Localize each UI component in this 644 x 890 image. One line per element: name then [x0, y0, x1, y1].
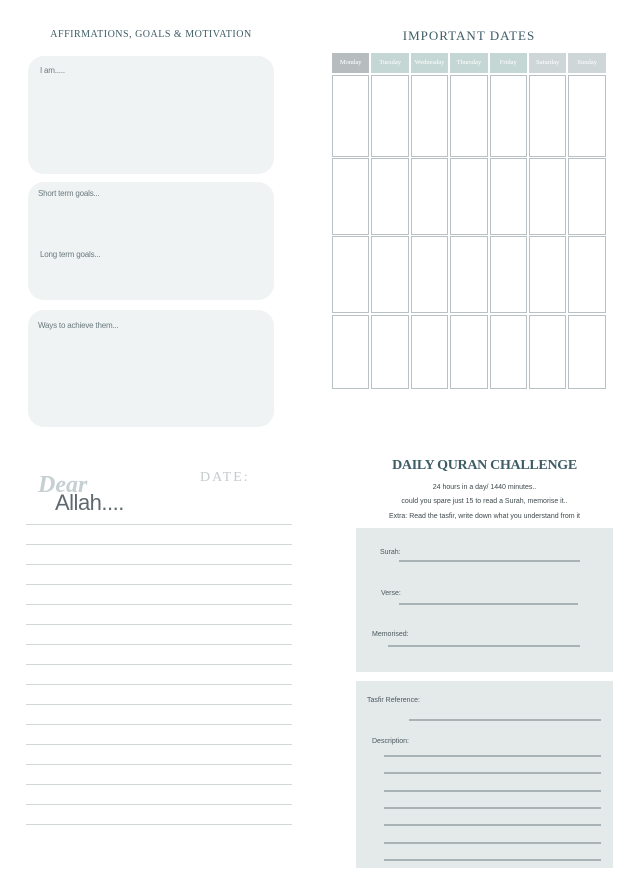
important-dates-title: IMPORTANT DATES	[402, 28, 536, 43]
writing-line[interactable]	[26, 764, 292, 765]
day-header-thursday: Thursday	[450, 53, 487, 73]
calendar-cell[interactable]	[529, 315, 566, 389]
surah-input-line[interactable]	[399, 560, 580, 562]
description-line[interactable]	[384, 790, 601, 792]
writing-line[interactable]	[26, 624, 292, 625]
calendar-cell[interactable]	[490, 158, 527, 235]
description-line[interactable]	[384, 859, 601, 861]
day-header-tuesday: Tuesday	[371, 53, 408, 73]
memorised-label: Memorised:	[372, 631, 409, 638]
writing-line[interactable]	[26, 724, 292, 725]
day-header-friday: Friday	[490, 53, 527, 73]
calendar-cell[interactable]	[332, 75, 369, 157]
ways-to-achieve-card[interactable]	[28, 310, 274, 427]
dear-script-text: Dear	[38, 472, 88, 498]
description-line[interactable]	[384, 807, 601, 809]
date-label: DATE:	[200, 470, 250, 485]
calendar-cell[interactable]	[568, 158, 605, 235]
calendar-cell[interactable]	[529, 75, 566, 157]
verse-input-line[interactable]	[399, 603, 578, 605]
calendar-cell[interactable]	[490, 236, 527, 313]
description-label: Description:	[372, 738, 409, 745]
calendar-cell[interactable]	[568, 315, 605, 389]
calendar-cell[interactable]	[332, 315, 369, 389]
writing-line[interactable]	[26, 664, 292, 665]
calendar-cell[interactable]	[371, 315, 408, 389]
description-line[interactable]	[384, 772, 601, 774]
surah-label: Surah:	[380, 549, 401, 556]
writing-line[interactable]	[26, 824, 292, 825]
i-am-label: I am.....	[40, 66, 65, 75]
calendar-cell[interactable]	[332, 236, 369, 313]
calendar-cell[interactable]	[450, 236, 487, 313]
calendar-cell[interactable]	[450, 158, 487, 235]
calendar-cell[interactable]	[411, 75, 448, 157]
surah-panel	[356, 528, 613, 672]
day-header-saturday: Saturday	[529, 53, 566, 73]
writing-line[interactable]	[26, 604, 292, 605]
writing-line[interactable]	[26, 644, 292, 645]
calendar-cell[interactable]	[490, 75, 527, 157]
calendar-cell[interactable]	[371, 158, 408, 235]
calendar-cell[interactable]	[371, 75, 408, 157]
writing-line[interactable]	[26, 584, 292, 585]
writing-line[interactable]	[26, 744, 292, 745]
calendar-cell[interactable]	[371, 236, 408, 313]
affirmation-card-i-am[interactable]	[28, 56, 274, 174]
writing-line[interactable]	[26, 804, 292, 805]
tasfir-reference-label: Tasfir Reference:	[367, 697, 420, 704]
day-header-monday: Monday	[332, 53, 369, 73]
description-line[interactable]	[384, 755, 601, 757]
verse-label: Verse:	[381, 590, 401, 597]
calendar-cell[interactable]	[411, 236, 448, 313]
short-term-goals-label: Short term goals...	[38, 189, 100, 198]
affirmations-title: AFFIRMATIONS, GOALS & MOTIVATION	[50, 29, 252, 40]
long-term-goals-label: Long term goals...	[40, 250, 101, 259]
writing-line[interactable]	[26, 684, 292, 685]
calendar-cell[interactable]	[529, 158, 566, 235]
calendar-cell[interactable]	[450, 315, 487, 389]
calendar-cell[interactable]	[568, 236, 605, 313]
writing-line[interactable]	[26, 564, 292, 565]
quran-intro-line-2: could you spare just 15 to read a Surah, memorise it..	[401, 498, 568, 505]
calendar-cell[interactable]	[568, 75, 605, 157]
calendar-cell[interactable]	[332, 158, 369, 235]
allah-heading: Allah....	[55, 490, 124, 515]
writing-line[interactable]	[26, 704, 292, 705]
day-header-sunday: Sunday	[568, 53, 605, 73]
quran-challenge-title: DAILY QURAN CHALLENGE	[392, 458, 577, 473]
description-line[interactable]	[384, 824, 601, 826]
writing-line[interactable]	[26, 524, 292, 525]
calendar-cell[interactable]	[529, 236, 566, 313]
calendar-grid	[331, 53, 607, 389]
calendar-cell[interactable]	[450, 75, 487, 157]
calendar-cell[interactable]	[411, 158, 448, 235]
calendar-cell[interactable]	[490, 315, 527, 389]
writing-line[interactable]	[26, 784, 292, 785]
goals-card[interactable]	[28, 182, 274, 300]
description-line[interactable]	[384, 842, 601, 844]
quran-intro-line-1: 24 hours in a day/ 1440 minutes..	[432, 484, 537, 491]
memorised-input-line[interactable]	[388, 645, 580, 647]
quran-intro-line-3: Extra: Read the tasfir, write down what you understand from it	[388, 513, 581, 520]
calendar-cell[interactable]	[411, 315, 448, 389]
writing-line[interactable]	[26, 544, 292, 545]
tasfir-input-line[interactable]	[409, 719, 601, 721]
ways-to-achieve-label: Ways to achieve them...	[38, 321, 119, 330]
day-header-wednesday: Wednesday	[411, 53, 448, 73]
tasfir-panel	[356, 681, 613, 868]
